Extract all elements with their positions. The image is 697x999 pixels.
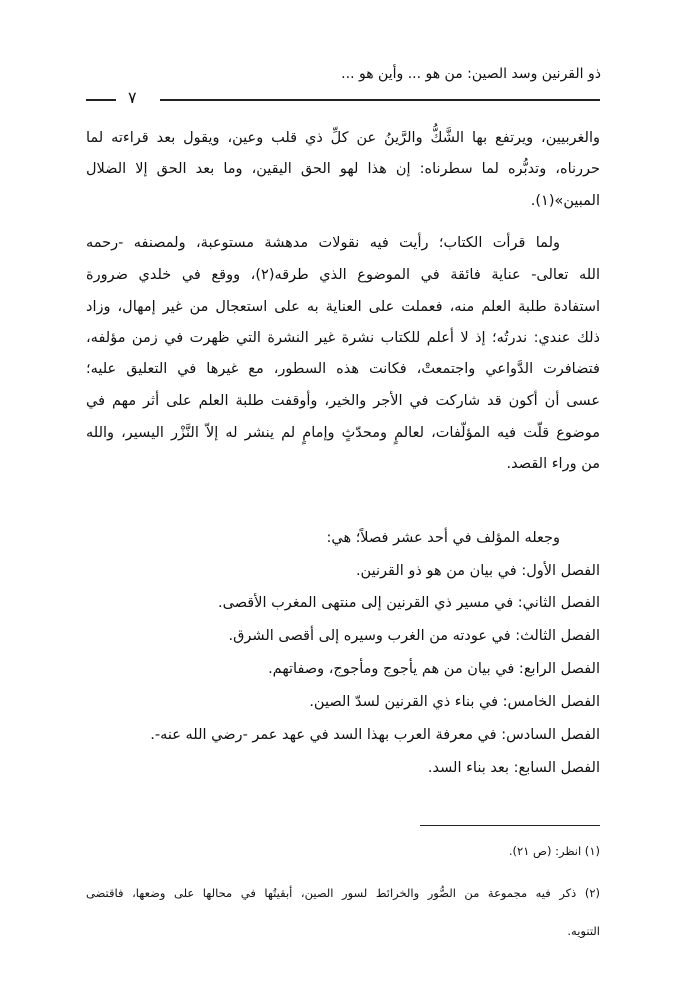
chapter-item: الفصل الثاني: في مسير ذي القرنين إلى منتهى المغرب الأقصى. xyxy=(218,595,600,611)
footnote: (١) انظر: (ص ٢١). xyxy=(508,844,600,858)
footnote: التنويه. xyxy=(567,924,600,938)
chapter-item: الفصل الأول: في بيان من هو ذو القرنين. xyxy=(355,563,600,579)
body-line: ذلك عندي: ندرتُه؛ إذ لا أعلم للكتاب نشرة غير النشرة التي ظهرت في زمن مؤلفه، xyxy=(86,330,600,346)
page-number: ٧ xyxy=(128,88,137,107)
body-line: استفادة طلبة العلم منه، فعملت على العناية به على استعجال من غير إمهال، وزاد xyxy=(86,299,600,315)
header-rule-short xyxy=(86,99,116,101)
body-line: ولما قرأت الكتاب؛ رأيت فيه نقولات مدهشة مستوعبة، ولمصنفه -رحمه xyxy=(86,235,560,251)
chapter-item: الفصل الخامس: في بناء ذي القرنين لسدّ الصين. xyxy=(309,694,600,710)
body-line: موضوع قلّت فيه المؤلّفات، لعالمٍ ومحدّثٍ وإمامٍ لم ينشر له إلاّ النَّزْر اليسير، والله xyxy=(86,425,600,441)
chapters-intro: وجعله المؤلف في أحد عشر فصلاً؛ هي: xyxy=(326,530,560,546)
body-line: الله تعالى- عناية فائقة في الموضوع الذي طرقه(٢)، ووقع في خلدي ضرورة xyxy=(86,267,600,283)
footnote-rule xyxy=(420,825,600,826)
chapter-item: الفصل الرابع: في بيان من هم يأجوج ومأجوج، وصفاتهم. xyxy=(268,661,600,677)
running-title: ذو القرنين وسد الصين: من هو ... وأين هو ... xyxy=(341,66,601,82)
body-line: والغربيين، ويرتفع بها الشَّكُّ والرَّينُ عن كلِّ ذي قلب وعين، ويقول بعد قراءته لما xyxy=(86,130,600,146)
footnote: (٢) ذكر فيه مجموعة من الصُّور والخرائط لسور الصين، أبقيتُها في محالها على وضعها، فاقتضى xyxy=(86,886,600,900)
chapter-item: الفصل الثالث: في عودته من الغرب وسيره إلى أقصى الشرق. xyxy=(228,628,600,644)
body-line: من وراء القصد. xyxy=(506,456,600,472)
body-line: حررناه، وتدبُّره لما سطرناه: إن هذا لهو الحق اليقين، وما بعد الحق إلا الضلال xyxy=(86,161,600,177)
chapter-item: الفصل السادس: في معرفة العرب بهذا السد في عهد عمر -رضي الله عنه-. xyxy=(150,727,600,743)
header-rule xyxy=(160,99,600,101)
chapter-item: الفصل السابع: بعد بناء السد. xyxy=(427,760,600,776)
body-line: المبين»(١). xyxy=(530,193,600,209)
body-line: عسى أن أكون قد شاركت في الأجر والخير، وأوقفت طلبة العلم على أثر مهم في xyxy=(86,393,600,409)
body-line: فتضافرت الدَّواعي واجتمعتْ، فكانت هذه السطور، مع غيرها في التعليق عليه؛ xyxy=(86,361,600,377)
